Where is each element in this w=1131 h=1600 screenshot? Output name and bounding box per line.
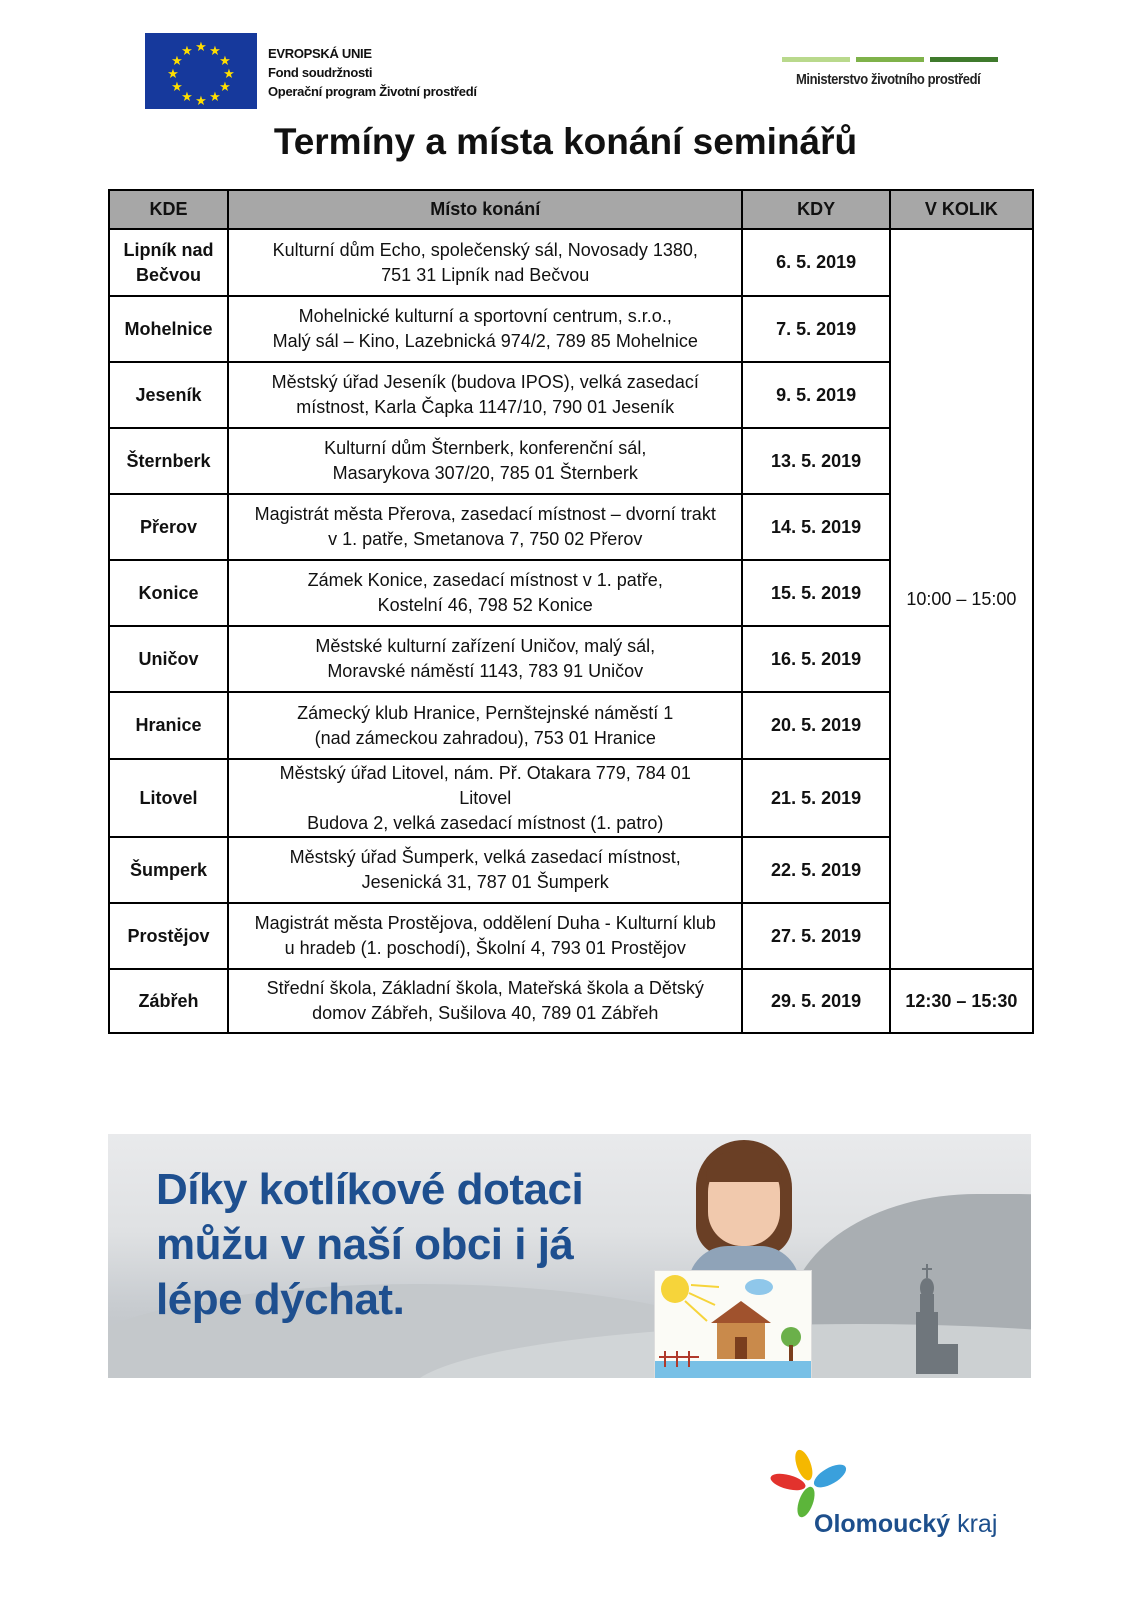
city-cell: Konice: [109, 560, 228, 626]
svg-text:★: ★: [219, 80, 231, 95]
date-cell: 13. 5. 2019: [742, 428, 889, 494]
place-line: Jesenická 31, 787 01 Šumperk: [361, 872, 609, 892]
place-cell: [228, 903, 742, 969]
slogan-line: lépe dýchat.: [156, 1275, 405, 1324]
date-cell: 14. 5. 2019: [742, 494, 889, 560]
church-silhouette-icon: [898, 1264, 958, 1374]
place-line: Masarykova 307/20, 785 01 Šternberk: [332, 463, 638, 483]
date-cell: 21. 5. 2019: [742, 759, 889, 837]
place-line: Městský úřad Jeseník (budova IPOS), velká zasedací: [271, 372, 699, 392]
place-line: v 1. patře, Smetanova 7, 750 02 Přerov: [328, 529, 643, 549]
child-drawing: [654, 1270, 812, 1378]
ministry-logo-text: Ministerstvo životního prostředí: [796, 70, 981, 88]
svg-text:★: ★: [219, 54, 231, 69]
svg-text:★: ★: [223, 67, 235, 82]
place-line: Městské kulturní zařízení Uničov, malý sál,: [315, 636, 656, 656]
slogan-line: Díky kotlíkové dotaci: [156, 1165, 584, 1214]
place-cell: [228, 692, 742, 759]
eu-line: Operační program Životní prostředí: [268, 84, 477, 99]
svg-text:★: ★: [195, 40, 207, 55]
date-cell: 6. 5. 2019: [742, 229, 889, 296]
table-row: [109, 229, 1033, 296]
city-cell: Mohelnice: [109, 296, 228, 362]
page-title: Termíny a místa konání seminářů: [273, 121, 858, 162]
place-line: Budova 2, velká zasedací místnost (1. patro): [307, 812, 664, 833]
campaign-banner: [108, 1134, 1031, 1378]
place-line: Kulturní dům Echo, společenský sál, Novosady 1380,: [272, 239, 698, 260]
place-cell: [228, 296, 742, 362]
place-cell: [228, 362, 742, 428]
place-cell: [228, 837, 742, 903]
eu-program-text: [268, 44, 477, 101]
eu-stars-icon: [145, 33, 257, 109]
place-line: Městský úřad Litovel, nám. Př. Otakara 779, 784 01: [279, 762, 691, 783]
date-cell: 29. 5. 2019: [742, 969, 889, 1033]
logo-suffix: kraj: [957, 1510, 998, 1538]
place-cell: [228, 759, 742, 837]
date-cell: 27. 5. 2019: [742, 903, 889, 969]
date-cell: 7. 5. 2019: [742, 296, 889, 362]
banner-slogan: [156, 1162, 583, 1327]
col-header-kde: KDE: [109, 190, 228, 229]
place-line: Zámek Konice, zasedací místnost v 1. patře,: [307, 570, 663, 590]
slogan-line: můžu v naší obci i já: [156, 1220, 574, 1269]
date-cell: 22. 5. 2019: [742, 837, 889, 903]
city-cell: Uničov: [109, 626, 228, 692]
place-cell: [228, 428, 742, 494]
seminar-table: [108, 189, 1034, 1034]
ministry-logo-lines: [782, 57, 998, 62]
place-line: Kulturní dům Šternberk, konferenční sál,: [324, 438, 647, 458]
place-line: Moravské náměstí 1143, 783 91 Uničov: [327, 661, 644, 681]
place-line: Mohelnické kulturní a sportovní centrum, s.r.o.,: [298, 306, 672, 326]
city-cell: Přerov: [109, 494, 228, 560]
city-cell: Prostějov: [109, 903, 228, 969]
svg-text:★: ★: [209, 90, 221, 105]
place-line: Městský úřad Šumperk, velká zasedací místnost,: [289, 847, 681, 867]
date-cell: 16. 5. 2019: [742, 626, 889, 692]
place-line: Magistrát města Prostějova, oddělení Duha - Kulturní klub: [254, 913, 716, 933]
place-cell: [228, 494, 742, 560]
place-line: Kostelní 46, 798 52 Konice: [377, 595, 593, 615]
city-cell: Jeseník: [109, 362, 228, 428]
svg-text:★: ★: [209, 44, 221, 59]
place-line: Zámecký klub Hranice, Pernštejnské náměstí 1: [297, 702, 674, 723]
date-cell: 20. 5. 2019: [742, 692, 889, 759]
place-line: místnost, Karla Čapka 1147/10, 790 01 Jeseník: [296, 397, 675, 417]
place-line: domov Zábřeh, Sušilova 40, 789 01 Zábřeh: [312, 1003, 659, 1023]
place-line: u hradeb (1. poschodí), Školní 4, 793 01 Prostějov: [284, 938, 686, 958]
girl-bangs: [706, 1152, 782, 1182]
date-cell: 9. 5. 2019: [742, 362, 889, 428]
city-cell: Šumperk: [109, 837, 228, 903]
place-line: Magistrát města Přerova, zasedací místnost – dvorní trakt: [254, 504, 716, 524]
svg-text:★: ★: [181, 90, 193, 105]
city-cell: Zábřeh: [109, 969, 228, 1033]
logo-name: Olomoucký: [814, 1510, 951, 1538]
city-cell: Šternberk: [109, 428, 228, 494]
eu-line: Fond soudržnosti: [268, 65, 373, 80]
place-cell: [228, 969, 742, 1033]
date-cell: 15. 5. 2019: [742, 560, 889, 626]
svg-text:★: ★: [181, 44, 193, 59]
time-cell-last: 12:30 – 15:30: [890, 969, 1033, 1033]
svg-text:★: ★: [171, 54, 183, 69]
table-row: [109, 969, 1033, 1033]
city-cell: Lipník nad Bečvou: [109, 229, 228, 296]
olomoucky-kraj-logo-text: [814, 1510, 997, 1539]
place-line: 751 31 Lipník nad Bečvou: [381, 264, 590, 285]
eu-flag-logo: [145, 33, 257, 109]
place-line: Malý sál – Kino, Lazebnická 974/2, 789 85 Mohelnice: [272, 331, 698, 351]
svg-text:★: ★: [171, 80, 183, 95]
city-cell: Litovel: [109, 759, 228, 837]
place-cell: [228, 560, 742, 626]
col-header-misto: Místo konání: [228, 190, 742, 229]
svg-text:★: ★: [195, 94, 207, 109]
col-header-kdy: KDY: [742, 190, 889, 229]
table-header-row: [109, 190, 1033, 229]
place-line: (nad zámeckou zahradou), 753 01 Hranice: [314, 727, 656, 748]
place-cell: [228, 229, 742, 296]
house-drawing-icon: [655, 1271, 811, 1378]
col-header-v-kolik: V KOLIK: [890, 190, 1033, 229]
eu-line: EVROPSKÁ UNIE: [268, 46, 372, 61]
svg-text:★: ★: [167, 67, 179, 82]
place-line: Litovel: [459, 787, 512, 808]
place-cell: [228, 626, 742, 692]
time-cell-main: 10:00 – 15:00: [890, 229, 1033, 969]
place-line: Střední škola, Základní škola, Mateřská škola a Dětský: [266, 978, 704, 998]
city-cell: Hranice: [109, 692, 228, 759]
